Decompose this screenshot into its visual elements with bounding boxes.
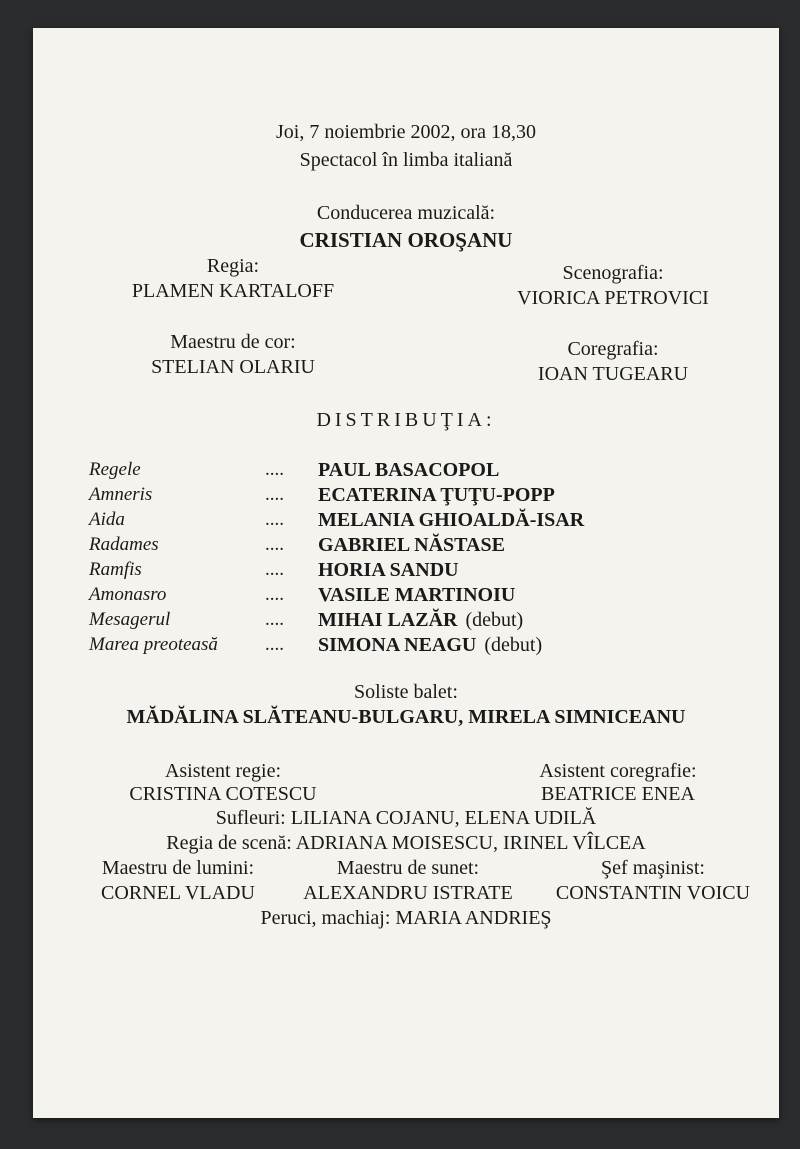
cast-dots: .... [265,559,284,580]
cast-singer: HORIA SANDU [318,559,459,581]
asistent-regie-name: CRISTINA COTESCU [129,783,317,805]
date-line: Joi, 7 noiembrie 2002, ora 18,30 [276,121,536,143]
cast-role: Regele [89,459,141,480]
coregrafia-label: Coregrafia: [567,338,659,360]
scenografia-label: Scenografia: [562,262,664,284]
cast-role: Amonasro [89,584,167,605]
cast-role: Marea preoteasă [89,634,218,655]
cast-singer: ECATERINA ŢUŢU-POPP [318,484,555,506]
cor-label: Maestru de cor: [170,331,296,353]
cast-singer: VASILE MARTINOIU [318,584,516,606]
sunet-label: Maestru de sunet: [336,857,480,879]
scenografia-name: VIORICA PETROVICI [517,287,709,309]
program-sheet [33,28,779,1118]
cast-role: Aida [89,509,125,530]
cast-singer: SIMONA NEAGU (debut) [318,634,543,656]
lumini-name: CORNEL VLADU [101,882,255,904]
peruci-line: Peruci, machiaj: MARIA ANDRIEŞ [260,907,552,929]
cast-singer: MELANIA GHIOALDĂ-ISAR [318,509,585,531]
balet-label: Soliste balet: [354,681,458,703]
sufleuri-line: Sufleuri: LILIANA COJANU, ELENA UDILĂ [215,807,597,829]
conductor-label: Conducerea muzicală: [316,202,496,224]
conductor-name: CRISTIAN OROŞANU [299,228,513,252]
cast-dots: .... [265,534,284,555]
cast-role: Radames [89,534,159,555]
cor-name: STELIAN OLARIU [151,356,315,378]
asistent-coregrafie-label: Asistent coregrafie: [539,760,697,782]
lumini-label: Maestru de lumini: [101,857,255,879]
cast-dots: .... [265,484,284,505]
regia-label: Regia: [206,255,260,277]
cast-dots: .... [265,459,284,480]
distributia-title: DISTRIBUŢIA: [316,409,496,431]
balet-names: MĂDĂLINA SLĂTEANU-BULGARU, MIRELA SIMNICEANU [126,706,686,728]
masinist-name: CONSTANTIN VOICU [555,882,751,904]
asistent-regie-label: Asistent regie: [164,760,282,782]
cast-singer: MIHAI LAZĂR (debut) [318,609,524,631]
cast-singer: GABRIEL NĂSTASE [318,534,505,556]
language-line: Spectacol în limba italiană [299,149,513,171]
coregrafia-name: IOAN TUGEARU [537,363,689,385]
masinist-label: Şef maşinist: [601,857,705,879]
regia-scena-line: Regia de scenă: ADRIANA MOISESCU, IRINEL VÎLCEA [166,832,646,854]
cast-dots: .... [265,609,284,630]
sunet-name: ALEXANDRU ISTRATE [303,882,513,904]
regia-name: PLAMEN KARTALOFF [131,280,335,302]
cast-singer: PAUL BASACOPOL [318,459,500,481]
cast-dots: .... [265,634,284,655]
cast-role: Amneris [89,484,153,505]
cast-role: Ramfis [89,559,142,580]
cast-dots: .... [265,509,284,530]
asistent-coregrafie-name: BEATRICE ENEA [541,783,695,805]
cast-dots: .... [265,584,284,605]
cast-role: Mesagerul [89,609,171,630]
